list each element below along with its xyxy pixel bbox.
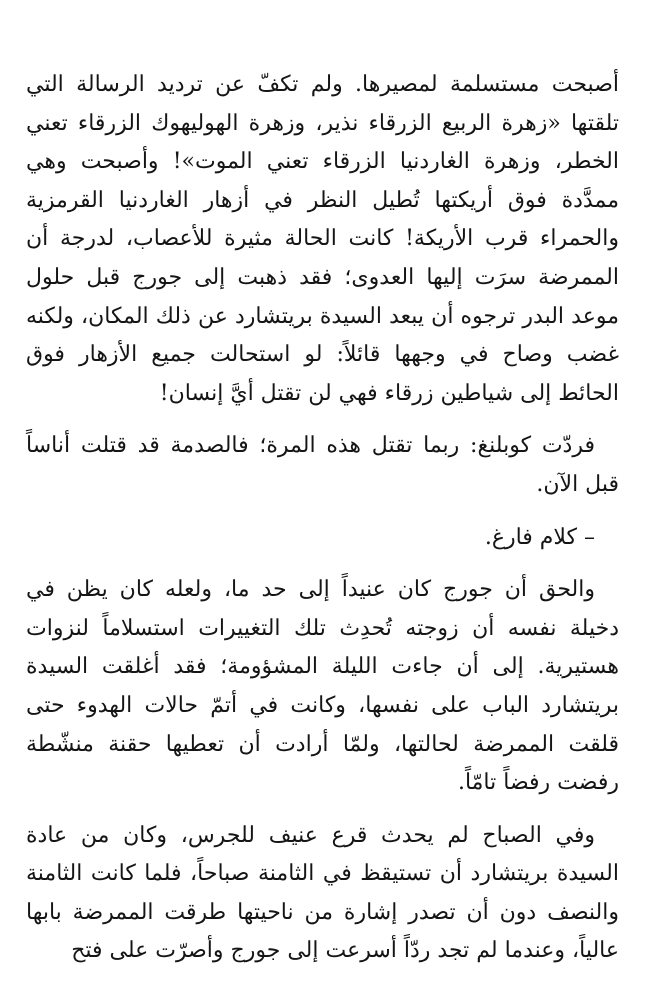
paragraph-5: وفي الصباح لم يحدث قرع عنيف للجرس، وكان من عادة السيدة بريتشارد أن تستيقظ في الثامنة صباحاً، فلما كانت الثامنة والنصف دون أن تصدر إشارة من ناحيتها طرقت الممرضة بابها عالياً، وعندما لم تجد ردّاً أسرعت إلى جورج وأصرّت على فتح <box>26 822 619 964</box>
book-page <box>26 66 619 971</box>
paragraph-2: فردّت كوبلنغ: ربما تقتل هذه المرة؛ فالصدمة قد قتلت أناساً قبل الآن. <box>26 433 619 497</box>
paragraph-4: والحق أن جورج كان عنيداً إلى حد ما، ولعله كان يظن في دخيلة نفسه أن زوجته تُحدِث تلك التغييرات استسلاماً لنزوات هستيرية. إلى أن جاءت الليلة المشؤومة؛ فقد أغلقت السيدة بريتشارد الباب على نفسها، وكانت في أتمّ حالات الهدوء حتى قلقت الممرضة لحالتها، ولمّا أرادت أن تعطيها حقنة منشّطة رفضت رفضاً تامّاً. <box>26 577 619 796</box>
paragraph-1: أصبحت مستسلمة لمصيرها. ولم تكفّ عن ترديد الرسالة التي تلقتها «زهرة الربيع الزرقاء نذير، وزهرة الهوليهوك الزرقاء تعني الخطر، وزهرة الغاردنيا الزرقاء تعني الموت»! وأصبحت وهي ممدَّدة فوق أريكتها تُطيل النظر في أزهار الغاردنيا القرمزية والحمراء قرب الأريكة! كانت الحالة مثيرة للأعصاب، لدرجة أن الممرضة سرَت إليها العدوى؛ فقد ذهبت إلى جورج قبل حلول موعد البدر ترجوه أن يبعد السيدة بريتشارد عن ذلك المكان، ولكنه غضب وصاح في وجهها قائلاً: لو استحالت جميع الأزهار فوق الحائط إلى شياطين زرقاء فهي لن تقتل أيَّ إنسان! <box>26 72 619 406</box>
paragraph-3: – كلام فارغ. <box>484 524 595 550</box>
